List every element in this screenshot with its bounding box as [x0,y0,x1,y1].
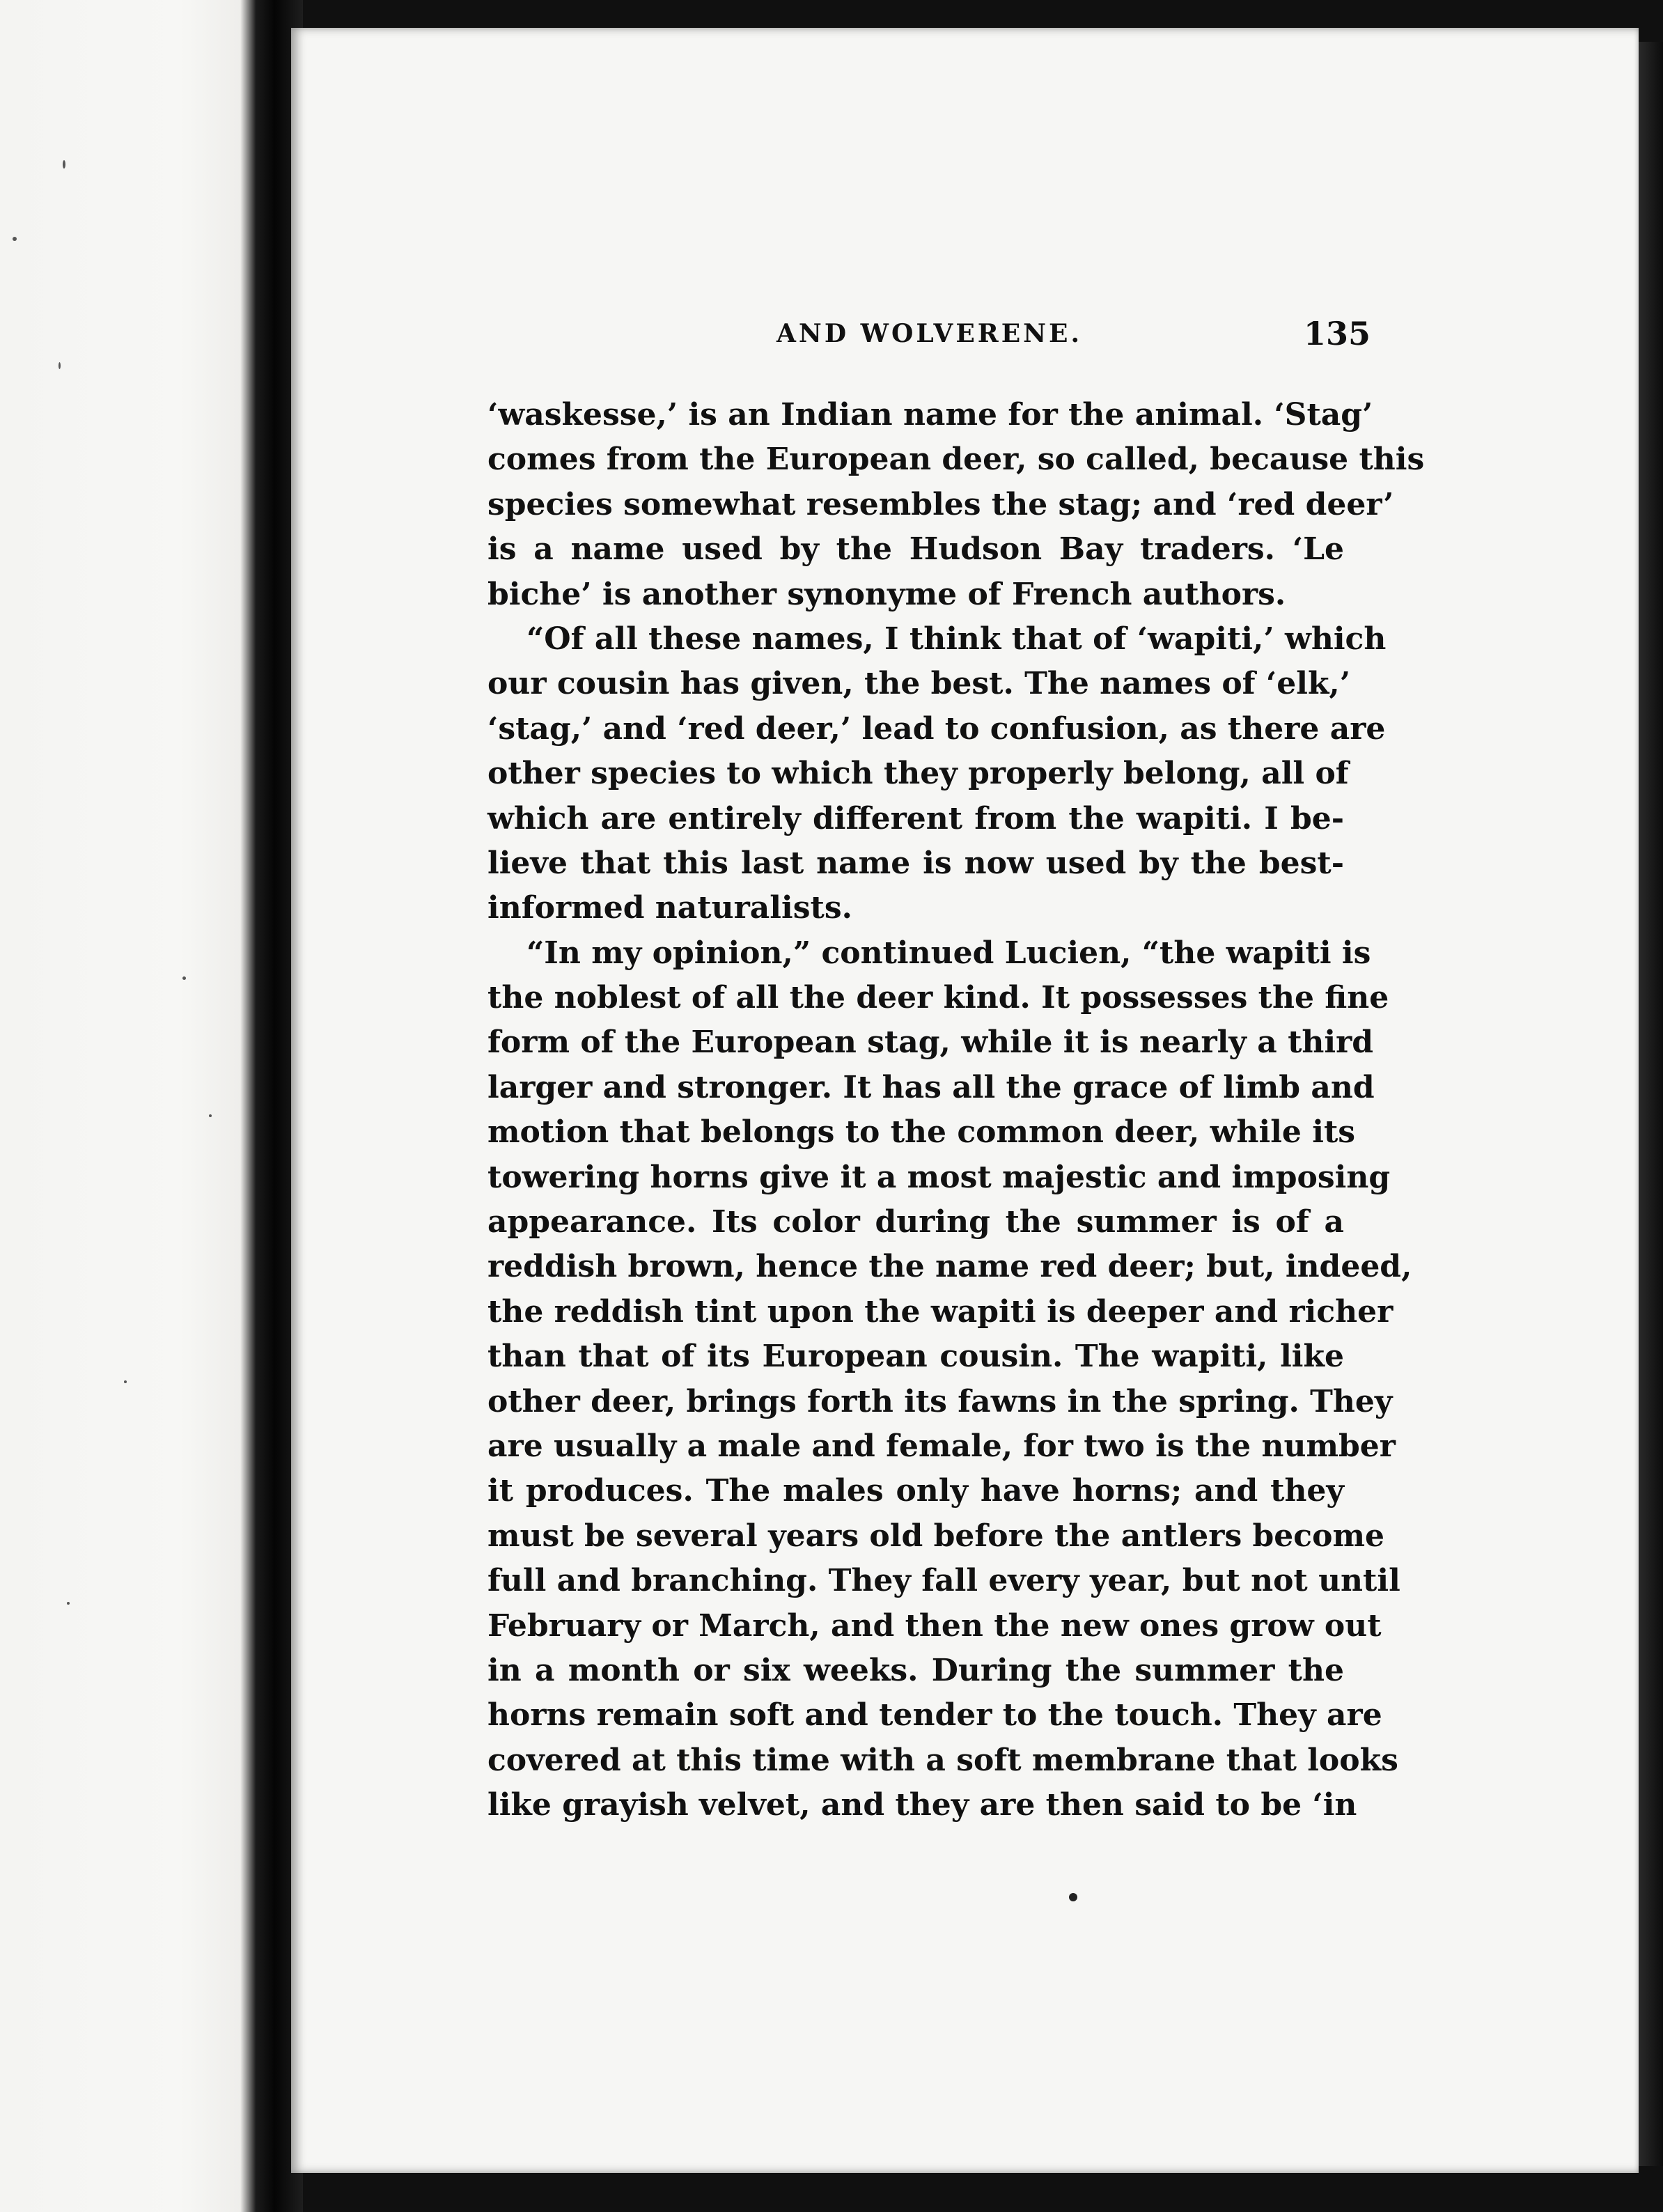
text-line: reddish brown, hence the name red deer; but, indeed, [487,1249,1412,1285]
running-head [487,315,1386,361]
text-line: it produces. The males only have horns; and they [487,1473,1344,1509]
paragraph [487,931,1412,1828]
paragraph [487,617,1387,931]
text-line: which are entirely different from the wapiti. I be- [487,800,1344,836]
text-line: towering horns give it a most majestic and imposing [487,1159,1391,1195]
text-line: species somewhat resembles the stag; and ‘red deer’ [487,486,1394,522]
text-line: the reddish tint upon the wapiti is deeper and richer [487,1293,1393,1330]
page-number: 135 [1303,315,1371,352]
text-line: ‘waskesse,’ is an Indian name for the animal. ‘Stag’ [487,397,1373,433]
text-line: other deer, brings forth its fawns in the spring. They [487,1383,1393,1419]
text-line: must be several years old before the antlers become [487,1518,1384,1554]
text-line: the noblest of all the deer kind. It possesses the fine [487,980,1389,1016]
paragraph [487,393,1425,617]
text-line: in a month or six weeks. During the summer the [487,1652,1344,1688]
text-line: is a name used by the Hudson Bay traders. ‘Le [487,531,1344,568]
text-line: our cousin has given, the best. The names of ‘elk,’ [487,666,1351,702]
text-line: “In my opinion,” continued Lucien, “the wapiti is [526,935,1371,971]
text-line: appearance. Its color during the summer is of a [487,1204,1344,1240]
facing-page-edge [0,0,258,2212]
text-line: larger and stronger. It has all the grace of limb and [487,1069,1375,1105]
text-line: “Of all these names, I think that of ‘wapiti,’ which [526,621,1387,657]
text-line: ‘stag,’ and ‘red deer,’ lead to confusion, as there are [487,710,1386,747]
text-line: biche’ is another synonyme of French authors. [487,576,1286,612]
text-line: like grayish velvet, and they are then said to be ‘in [487,1787,1357,1823]
body-text [487,393,1425,1828]
text-line: other species to which they properly belong, all of [487,756,1349,792]
text-line: February or March, and then the new ones grow out [487,1607,1382,1644]
running-title: AND WOLVERENE. [776,319,1083,348]
text-line: covered at this time with a soft membrane that looks [487,1742,1398,1778]
text-line: full and branching. They fall every year, but not until [487,1563,1400,1599]
text-line: are usually a male and female, for two is the number [487,1428,1396,1464]
printer-mark [1069,1893,1077,1901]
text-line: than that of its European cousin. The wapiti, like [487,1339,1344,1375]
page-edge-shadow [1639,42,1663,2166]
text-line: horns remain soft and tender to the touch. They are [487,1697,1382,1734]
text-line: comes from the European deer, so called, because this [487,442,1425,478]
text-line: lieve that this last name is now used by the best- [487,845,1344,881]
text-line: informed naturalists. [487,890,852,926]
text-line: motion that belongs to the common deer, while its [487,1114,1356,1151]
text-line: form of the European stag, while it is nearly a third [487,1025,1374,1061]
